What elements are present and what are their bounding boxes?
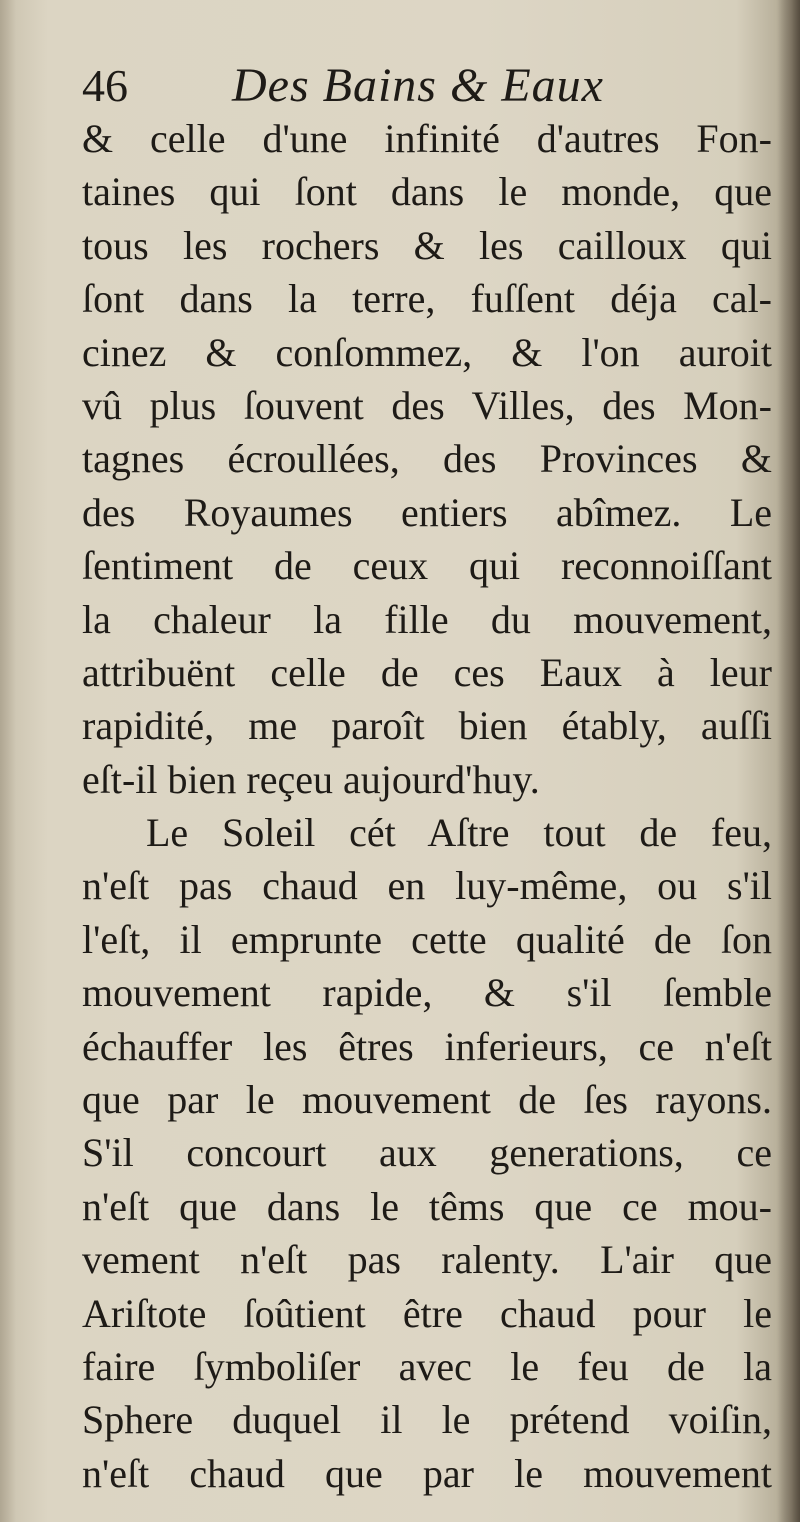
text-line: la chaleur la fille du mouvement,	[82, 596, 772, 642]
page-header	[82, 58, 702, 114]
text-line: échauffer les êtres inferieurs, ce n'eſt	[82, 1023, 772, 1069]
page-number: 46	[82, 60, 128, 111]
text-line: ſont dans la terre, fuſſent déja cal-	[82, 276, 772, 322]
text-line: des Royaumes entiers abîmez. Le	[82, 489, 772, 535]
text-line: Sphere duquel il le prétend voiſin,	[82, 1397, 772, 1443]
text-line: n'eſt chaud que par le mouvement	[82, 1450, 772, 1496]
text-line: tous les rochers & les cailloux qui	[82, 222, 772, 268]
running-title: Des Bains & Eaux	[232, 59, 604, 112]
text-line: Le Soleil cét Aſtre tout de feu,	[146, 810, 772, 856]
text-line: eſt-il bien reçeu aujourd'huy.	[82, 756, 540, 802]
text-line: tagnes écroullées, des Provinces &	[82, 436, 772, 482]
body-text	[82, 112, 772, 1500]
text-line: taines qui ſont dans le monde, que	[82, 169, 772, 215]
text-line: vement n'eſt pas ralenty. L'air que	[82, 1237, 772, 1283]
text-line: que par le mouvement de ſes rayons.	[82, 1077, 772, 1123]
text-line: & celle d'une infinité d'autres Fon-	[82, 116, 772, 161]
text-line: l'eſt, il emprunte cette qualité de ſon	[82, 916, 772, 962]
page-gutter-shadow	[0, 0, 16, 1522]
text-line: n'eſt que dans le têms que ce mou-	[82, 1183, 772, 1229]
text-line: faire ſymboliſer avec le feu de la	[82, 1343, 772, 1389]
text-line: S'il concourt aux generations, ce	[82, 1130, 772, 1176]
text-line: ſentiment de ceux qui reconnoiſſant	[82, 543, 772, 589]
text-line: Ariſtote ſoûtient être chaud pour le	[82, 1290, 772, 1336]
text-line: vû plus ſouvent des Villes, des Mon-	[82, 382, 772, 428]
text-line: n'eſt pas chaud en luy-même, ou s'il	[82, 863, 772, 909]
text-line: cinez & conſommez, & l'on auroit	[82, 329, 772, 375]
page-edge-shadow	[778, 0, 800, 1522]
text-line: attribuënt celle de ces Eaux à leur	[82, 649, 772, 695]
text-line: mouvement rapide, & s'il ſemble	[82, 970, 772, 1016]
text-line: rapidité, me paroît bien étably, auſſi	[82, 703, 772, 749]
